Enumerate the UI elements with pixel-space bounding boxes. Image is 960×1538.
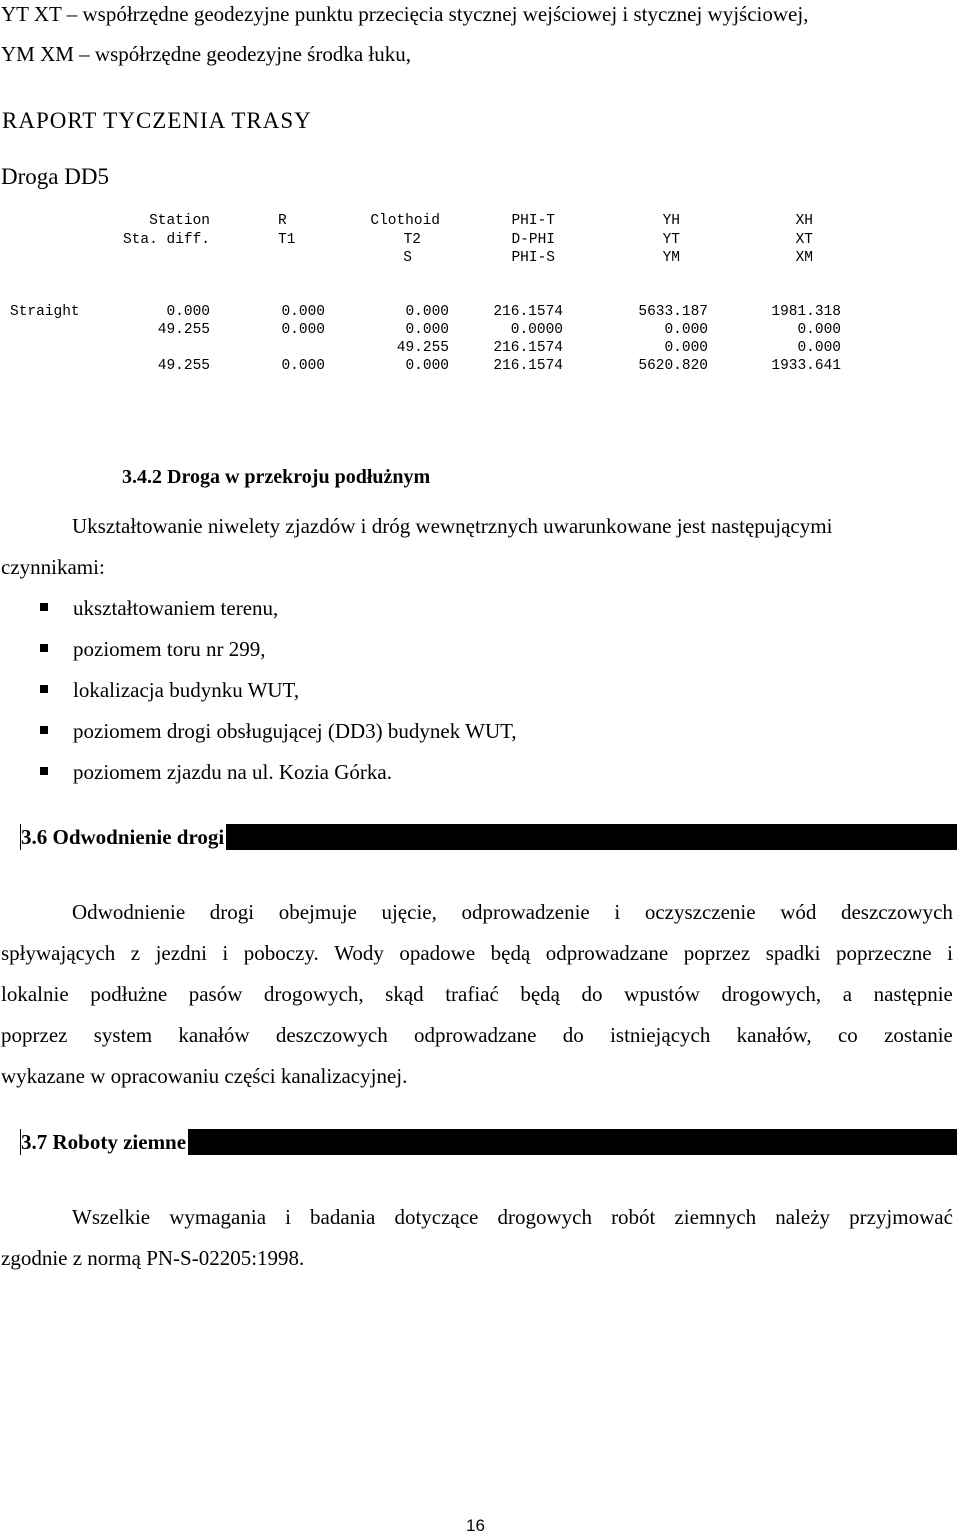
header-yt: YT [662,232,680,248]
table-cell: 0.000 [405,358,449,374]
header-r: R [278,213,287,229]
word: Odwodnienie [72,900,186,924]
word: drogowych, [721,982,822,1006]
word: system [93,1023,153,1047]
table-cell: Straight [10,304,80,320]
header-xm: XM [795,250,813,266]
word: do [562,1023,584,1047]
word: oczyszczenie [644,900,756,924]
word: jezdni [155,941,207,965]
word: skąd [385,982,424,1006]
word: ziemnych [674,1205,757,1229]
word: robót [611,1205,656,1229]
section-36-line-text [1,982,953,1007]
section-37-line-text [72,1205,953,1230]
table-cell: 1981.318 [771,304,841,320]
header-ym: YM [662,250,680,266]
header-t2: T2 [403,232,421,248]
table-cell: 5633.187 [638,304,708,320]
table-cell: 216.1574 [493,304,563,320]
word: kanałów [178,1023,250,1047]
word: a [842,982,853,1006]
word: odprowadzane [545,941,669,965]
table-cell: 0.000 [797,322,841,338]
section-37-line: zgodnie z normą PN-S-02205:1998. [1,1246,305,1270]
word: kanałów, [736,1023,812,1047]
word: Wody [334,941,384,965]
word: drogi [209,900,255,924]
word: lokalnie [1,982,69,1006]
word: poprzez [1,1023,68,1047]
word: i [614,900,621,924]
table-cell: 1933.641 [771,358,841,374]
table-cell: 49.255 [157,358,210,374]
table-cell: 0.000 [281,322,325,338]
header-d-phi: D-PHI [511,232,555,248]
table-cell: 216.1574 [493,358,563,374]
header-xt: XT [795,232,813,248]
page-number: 16 [466,1516,485,1535]
word: istniejących [610,1023,711,1047]
word: następnie [873,982,953,1006]
word: poprzez [683,941,751,965]
table-cell: 49.255 [396,340,449,356]
word: ujęcie, [381,900,437,924]
word: deszczowych [840,900,953,924]
list-item: poziomem toru nr 299, [73,637,266,661]
section-37-line [72,1205,953,1230]
header-clothoid: Clothoid [370,213,440,229]
word: pasów [188,982,243,1006]
word: będą [490,941,531,965]
legend-yt-xt: YT XT – współrzędne geodezyjne punktu przecięcia stycznej wejściowej i stycznej wyjściowej, [1,2,809,26]
header-station: Station [149,213,210,229]
section-36-line-text [1,941,953,966]
report-title: RAPORT TYCZENIA TRASY [2,108,312,133]
word: będą [520,982,561,1006]
word: spływających [1,941,116,965]
word: co [837,1023,858,1047]
table-cell: 0.000 [281,304,325,320]
bullet-square-icon [40,603,48,611]
header-yh: YH [662,213,680,229]
header-sta-diff: Sta. diff. [122,232,210,248]
word: opadowe [399,941,476,965]
word: Wszelkie [72,1205,151,1229]
table-cell: 0.000 [664,322,708,338]
section-36-line [1,941,953,966]
word: spadki [765,941,821,965]
section-36-line [1,1023,953,1048]
word: należy [775,1205,831,1229]
header-xh: XH [795,213,813,229]
table-cell: 0.000 [664,340,708,356]
list-item: ukształtowaniem terenu, [73,596,279,620]
section-36-heading: 3.6 Odwodnienie drogi [21,825,225,849]
list-item: lokalizacja budynku WUT, [73,678,300,702]
table-cell: 0.0000 [510,322,563,338]
word: dotyczące [394,1205,479,1229]
table-cell: 5620.820 [638,358,708,374]
bullet-square-icon [40,644,48,652]
section-36-line [1,982,953,1007]
section-36-line-text [72,900,953,925]
bullet-square-icon [40,767,48,775]
header-phi-t: PHI-T [511,213,555,229]
bullet-square-icon [40,726,48,734]
table-cell: 0.000 [405,322,449,338]
section-36-line: wykazane w opracowaniu części kanalizacyjnej. [1,1064,408,1088]
road-title: Droga DD5 [1,164,109,189]
header-phi-s: PHI-S [511,250,555,266]
word: trafiać [445,982,499,1006]
table-cell: 0.000 [797,340,841,356]
word: podłużne [90,982,168,1006]
word: wód [780,900,817,924]
word: deszczowych [275,1023,388,1047]
section-342-paragraph-line1: Ukształtowanie niwelety zjazdów i dróg wewnętrznych uwarunkowane jest następującymi [72,514,833,538]
word: przyjmować [849,1205,953,1229]
word: z [130,941,141,965]
word: i [222,941,229,965]
word: do [581,982,603,1006]
section-36-line-text [1,1023,953,1048]
word: zostanie [884,1023,953,1047]
section-37-heading: 3.7 Roboty ziemne [21,1130,187,1154]
word: badania [310,1205,376,1229]
word: i [285,1205,291,1229]
table-cell: 0.000 [166,304,210,320]
table-cell: 49.255 [157,322,210,338]
word: wpustów [624,982,700,1006]
word: odprowadzenie [461,900,590,924]
header-s: S [403,250,412,266]
table-cell: 0.000 [405,304,449,320]
word: drogowych [497,1205,592,1229]
word: poprzeczne [836,941,932,965]
word: drogowych, [263,982,364,1006]
word: odprowadzane [414,1023,537,1047]
header-t1: T1 [278,232,296,248]
word: wymagania [169,1205,267,1229]
word: obejmuje [278,900,357,924]
word: i [947,941,953,965]
legend-ym-xm: YM XM – współrzędne geodezyjne środka łuku, [1,42,411,66]
list-item: poziomem zjazdu na ul. Kozia Górka. [73,760,392,784]
section-342-paragraph-line2: czynnikami: [1,555,105,579]
bullet-square-icon [40,685,48,693]
table-cell: 0.000 [281,358,325,374]
section-342-heading: 3.4.2 Droga w przekroju podłużnym [122,466,431,488]
list-item: poziomem drogi obsługującej (DD3) budynek WUT, [73,719,517,743]
section-36-line [72,900,953,925]
table-cell: 216.1574 [493,340,563,356]
word: poboczy. [243,941,319,965]
